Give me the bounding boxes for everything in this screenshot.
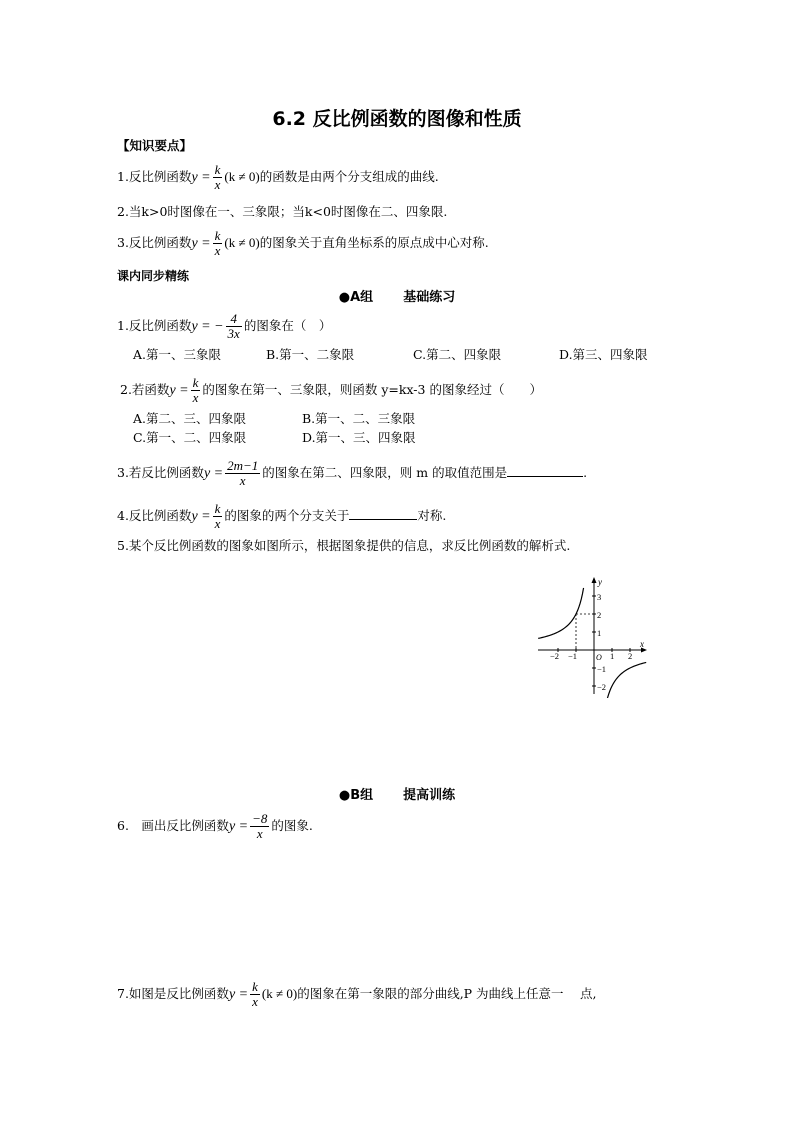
x-axis-label: x	[640, 639, 644, 649]
y-tick-label: 3	[597, 592, 602, 602]
q1-option-b: B.第一、二象限	[266, 347, 355, 362]
knowledge-item-1	[117, 163, 439, 192]
origin-label: O	[596, 653, 602, 662]
y-axis-arrow-icon	[592, 577, 597, 583]
knowledge-item-3	[117, 229, 489, 258]
y-eq: y =	[169, 383, 189, 398]
y-eq: y =	[191, 509, 211, 524]
question-1: 1.反比例函数y = − $\frac{4}{3x}$ 的图象在（ ）	[117, 311, 332, 341]
k3-post: 的图象关于直角坐标系的原点成中心对称.	[259, 235, 489, 250]
curve-branch-quadrant-4	[604, 662, 646, 698]
k-condition: (k ≠ 0)	[261, 986, 298, 1001]
bullet-icon: ●	[338, 788, 351, 803]
knowledge-item-2: 2.当k>0时图像在一、三象限；当k<0时图像在二、四象限.	[117, 204, 448, 219]
fraction-neg8-over-x: $\frac{-8}{x}$	[252, 811, 268, 841]
fraction-2m-1-over-x: $\frac{2m-1}{x}$	[227, 458, 259, 488]
sync-practice-header: 课内同步精练	[117, 269, 190, 283]
k1-post: 的函数是由两个分支组成的曲线.	[259, 169, 439, 184]
y-eq-neg: y = −	[191, 319, 224, 334]
y-tick-label: −1	[597, 664, 607, 674]
k-condition: (k ≠ 0)	[224, 169, 260, 184]
page-title: 6.2 反比例函数的图像和性质	[272, 108, 522, 130]
fraction-k-over-x: $\frac{k}{x}$	[192, 375, 199, 405]
y-axis-label: y	[598, 577, 602, 587]
knowledge-header: 【知识要点】	[117, 138, 193, 153]
y-tick-label: 2	[597, 610, 602, 620]
k1-pre: 1.反比例函数	[117, 169, 192, 184]
question-7: 7.如图是反比例函数y = $\frac{k}{x}$ (k ≠ 0)的图象在第一象限的部分曲线,P 为曲线上任意一 点,	[117, 979, 597, 1009]
x-tick-label: −2	[550, 651, 560, 661]
bullet-icon: ●	[338, 290, 351, 305]
q1-option-c: C.第二、四象限	[413, 347, 502, 362]
y-eq: y =	[191, 236, 211, 251]
question-4: 4.反比例函数y = $\frac{k}{x}$ 的图象的两个分支关于 对称.	[117, 501, 447, 531]
q1-option-a: A.第一、三象限	[133, 347, 222, 362]
question-2: 2.若函数y = $\frac{k}{x}$ 的图象在第一、三象限，则函数 y=kx-3 的图象经过（ ）	[120, 375, 542, 405]
y-eq: y =	[203, 466, 224, 481]
fraction-4-over-3x: $\frac{4}{3x}$	[227, 311, 240, 341]
y-tick-label: 1	[597, 628, 602, 638]
fraction-k-over-x: $\frac{k}{x}$	[214, 228, 221, 258]
k-condition: (k ≠ 0)	[224, 235, 260, 250]
hyperbola-figure	[536, 574, 652, 698]
k3-pre: 3.反比例函数	[117, 235, 192, 250]
fraction-k-over-x: $\frac{k}{x}$	[252, 979, 258, 1009]
fraction-k-over-x: $\frac{k}{x}$	[214, 501, 221, 531]
y-tick-label: −2	[597, 682, 607, 692]
q2-option-d: D.第一、三、四象限	[302, 430, 416, 445]
fraction-k-over-x: $\frac{k}{x}$	[214, 162, 221, 192]
q1-option-d: D.第三、四象限	[559, 347, 648, 362]
curve-branch-quadrant-2	[538, 588, 583, 638]
answer-blank[interactable]	[349, 507, 417, 520]
question-3: 3.若反比例函数y = $\frac{2m-1}{x}$ 的图象在第二、四象限，则 m 的取值范围是 .	[117, 458, 588, 488]
group-a-header: ●A组 基础练习	[338, 290, 456, 305]
y-eq: y =	[228, 819, 249, 834]
y-eq: y =	[191, 170, 211, 185]
question-5: 5.某个反比例函数的图象如图所示，根据图象提供的信息，求反比例函数的解析式.	[117, 538, 571, 553]
group-b-header: ●B组 提高训练	[338, 788, 456, 803]
q2-option-a: A.第二、三、四象限	[133, 411, 247, 426]
y-eq: y =	[228, 987, 249, 1002]
answer-blank[interactable]	[507, 464, 583, 477]
x-tick-label: −1	[568, 651, 578, 661]
x-tick-label: 2	[628, 651, 633, 661]
q2-option-b: B.第一、二、三象限	[302, 411, 416, 426]
question-6: 6. 画出反比例函数y = $\frac{-8}{x}$ 的图象.	[117, 811, 313, 841]
x-tick-label: 1	[610, 651, 615, 661]
q2-option-c: C.第一、二、四象限	[133, 430, 247, 445]
